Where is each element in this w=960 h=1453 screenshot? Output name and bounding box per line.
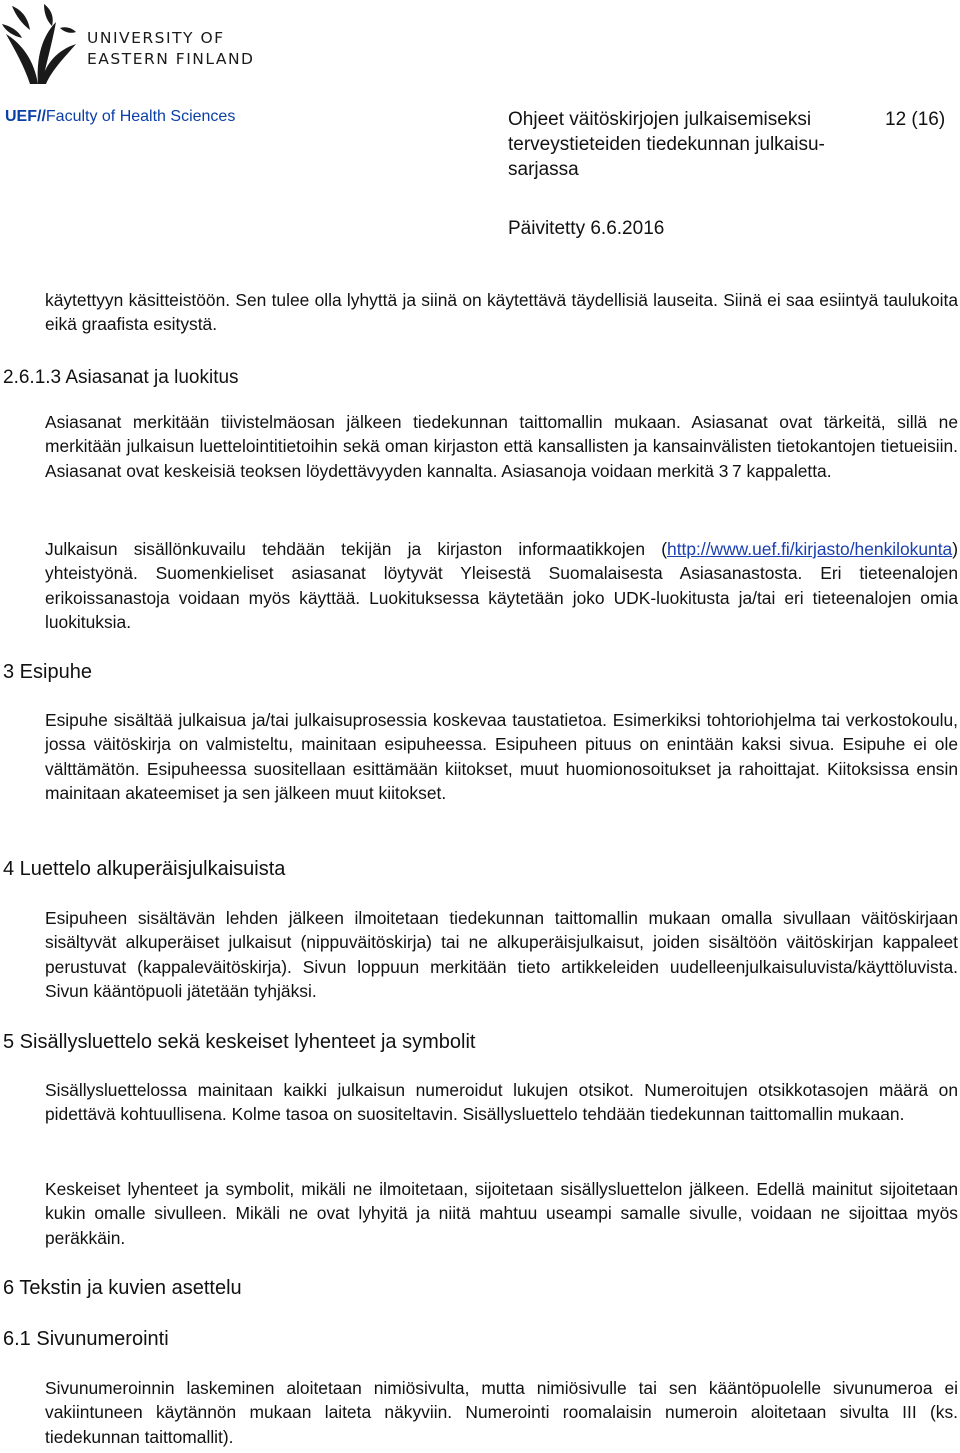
uef-flower-icon — [0, 0, 80, 88]
paragraph-intro: käytettyyn käsitteistöön. Sen tulee olla lyhyttä ja siinä on käytettävä täydellisiä lauseita. Siinä ei saa esiintyä taulukoita eikä graafista esitystä. — [45, 290, 958, 335]
paragraph-luettelo: Esipuheen sisältävän lehden jälkeen ilmoitetaan tiedekunnan taittomallin mukaan omalla sivullaan väitöskirjaan sisältyvät alkuperäiset julkaisut (nippuväitöskirja) tai ne alkuperäisjulkaisut, joiden sisältöön väitöskirjan kappaleet perustuvat (kappaleväitöskirja). Sivun loppuun merkitään tieto artikkeleiden uudelleenjulkaisuluvista/käyttöluvista. Sivun kääntöpuoli jätetään tyhjäksi. — [45, 908, 958, 1002]
heading-4: 4 Luettelo alkuperäisjulkaisuista — [3, 858, 286, 880]
kirjasto-link[interactable]: http://www.uef.fi/kirjasto/henkilokunta — [667, 539, 953, 559]
heading-2-6-1-3: 2.6.1.3 Asiasanat ja luokitus — [3, 367, 239, 388]
julkaisun-text-post: ) yhteistyönä. Suomenkieliset asiasanat löytyvät Yleisestä Suomalaisesta Asiasanastosta. Eri tieteenalojen erikoissanastoja voidaan myös käyttää. Luokituksessa käytetään joko UDK-luokitusta ja/tai eri tieteenalojen omia luokituksia. — [45, 539, 958, 633]
heading-5: 5 Sisällysluettelo sekä keskeiset lyhenteet ja symbolit — [3, 1031, 476, 1053]
logo-wordmark — [87, 28, 255, 70]
logo-line-1: UNIVERSITY OF — [87, 29, 225, 47]
paragraph-esipuhe: Esipuhe sisältää julkaisua ja/tai julkaisuprosessia koskevaa taustatietoa. Esimerkiksi tohtoriohjelma tai verkostokoulu, jossa väitöskirja on valmisteltu, mainitaan esipuheessa. Esipuheen pituus on enintään kaksi sivua. Esipuhe ei ole välttämätön. Esipuheessa suositellaan esittämään kiitokset, muut huomionosoitukset ja rahoittajat. Kiitoksissa ensin mainitaan akateemiset ja sen jälkeen muut kiitokset. — [45, 710, 958, 804]
paragraph-asiasanat: Asiasanat merkitään tiivistelmäosan jälkeen tiedekunnan taittomallin mukaan. Asiasanat ovat tärkeitä, sillä ne merkitään julkaisun luettelointitietoihin sekä oman kirjaston että kansallisten ja kansainvälisten tietokantojen tietueisiin. Asiasanat ovat keskeisiä teoksen löydettävyyden kannalta. Asiasanoja voidaan merkitä 3 7 kappaletta. — [45, 412, 958, 481]
heading-6: 6 Tekstin ja kuvien asettelu — [3, 1277, 242, 1299]
paragraph-sisallys: Sisällysluettelossa mainitaan kaikki julkaisun numeroidut lukujen otsikot. Numeroitujen otsikkotasojen määrä on pidettävä kohtuullisena. Kolme tasoa on suositeltavin. Sisällysluettelo tehdään tiedekunnan taittomallin mukaan. — [45, 1080, 958, 1125]
updated-date: Päivitetty 6.6.2016 — [508, 218, 665, 239]
faculty-header — [5, 108, 235, 126]
faculty-prefix: UEF// — [5, 108, 46, 125]
heading-6-1: 6.1 Sivunumerointi — [3, 1328, 169, 1350]
uef-logo — [0, 0, 260, 88]
faculty-name: Faculty of Health Sciences — [45, 108, 236, 125]
julkaisun-text-pre: Julkaisun sisällönkuvailu tehdään tekijän ja kirjaston informaatikkojen ( — [45, 539, 668, 559]
logo-line-2: EASTERN FINLAND — [87, 50, 255, 68]
paragraph-julkaisun — [45, 537, 958, 635]
document-title: Ohjeet väitöskirjojen julkaisemiseksi terveystieteiden tiedekunnan julkaisu-sarjassa — [508, 109, 825, 180]
page-number: 12 (16) — [885, 109, 946, 130]
heading-3: 3 Esipuhe — [3, 661, 92, 683]
paragraph-lyhenteet: Keskeiset lyhenteet ja symbolit, mikäli ne ilmoitetaan, sijoitetaan sisällysluettelon jälkeen. Edellä mainitut sijoitetaan kukin omalle sivulleen. Mikäli ne ovat lyhyitä ja niitä mahtuu useampi samalle sivulle, voidaan ne sijoittaa myös peräkkäin. — [45, 1179, 958, 1248]
paragraph-sivunumerointi: Sivunumeroinnin laskeminen aloitetaan nimiösivulta, mutta nimiösivulle tai sen kääntöpuolelle sivunumeroa ei vakiintuneen käytännön mukaan laiteta näkyviin. Numerointi roomalaisin numeroin aloitetaan sivulta III (ks. tiedekunnan taittomallit). — [45, 1378, 958, 1447]
